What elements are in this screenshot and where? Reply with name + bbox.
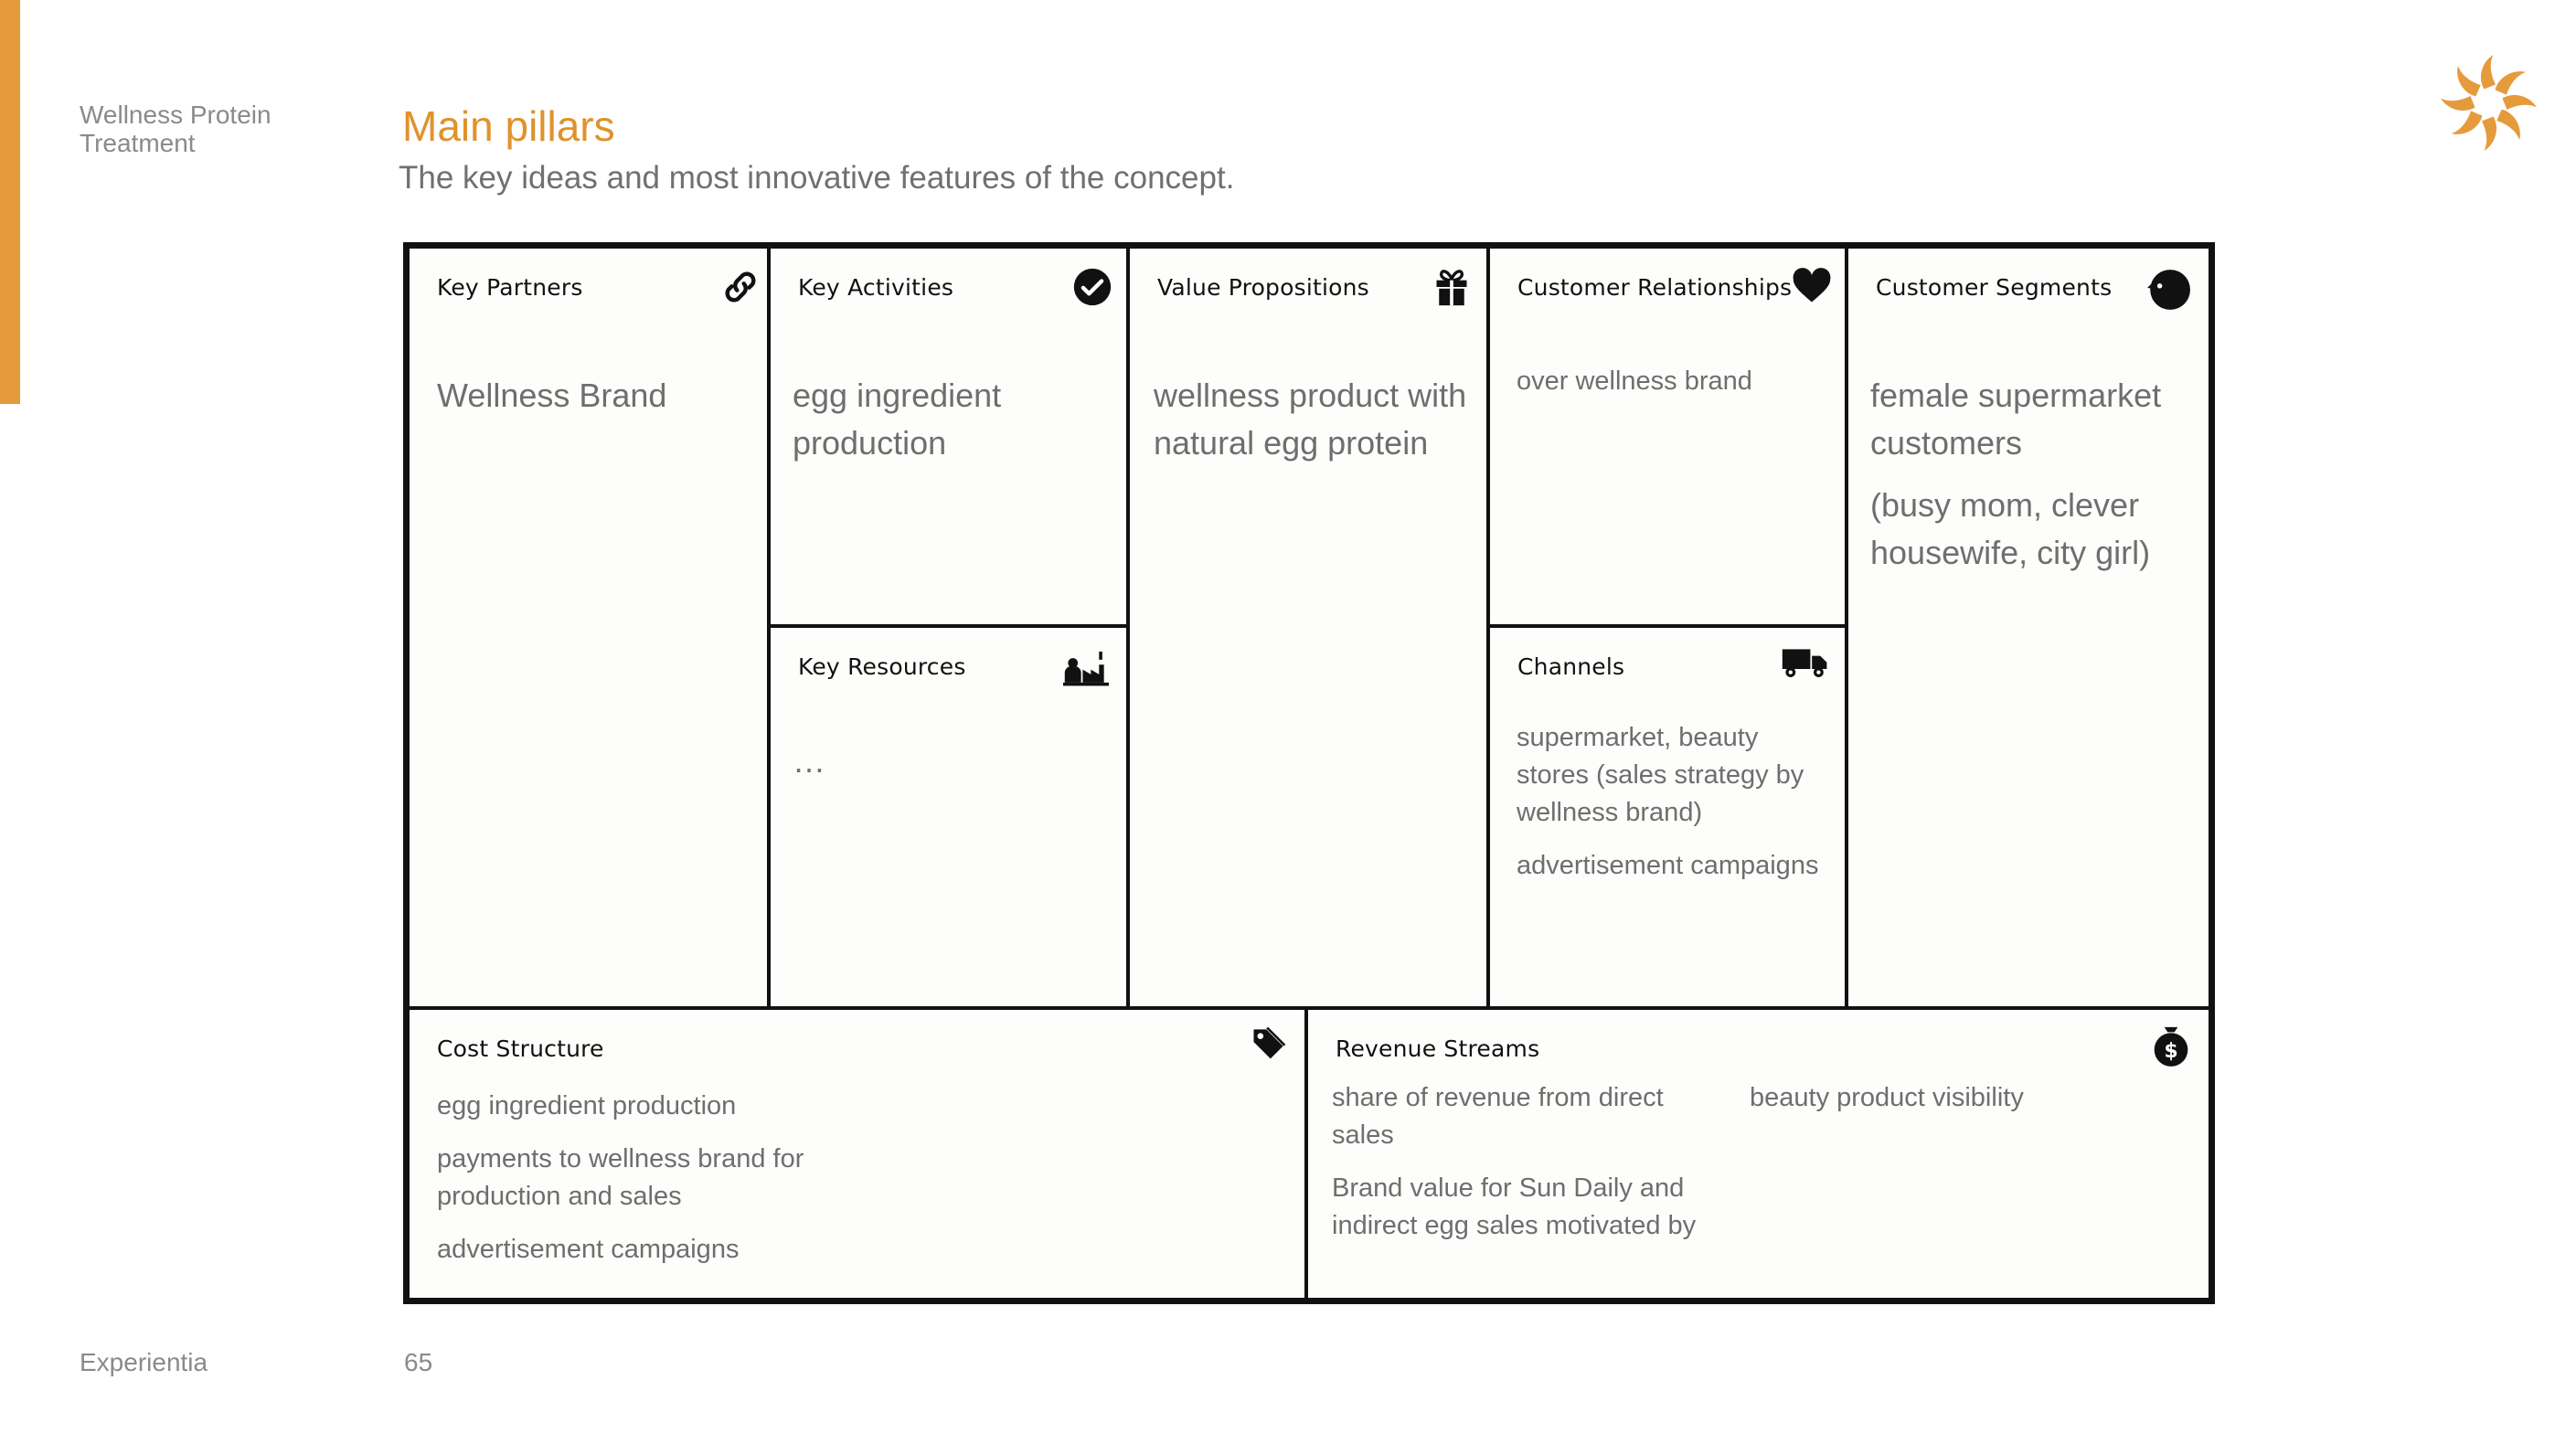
factory-worker-icon [1063,646,1109,686]
svg-text:$: $ [2164,1039,2178,1063]
channels-item: advertisement campaigns [1517,851,1819,880]
page-number: 65 [404,1348,433,1376]
link-icon [720,267,761,307]
value-propositions-title: Value Propositions [1157,274,1369,301]
page-title: Main pillars [402,102,615,150]
face-icon [2145,267,2191,313]
revenue-streams-title: Revenue Streams [1336,1035,1540,1062]
key-activities-title: Key Activities [798,274,954,301]
revenue-streams-item: Brand value for Sun Daily and indirect egg sales motivated by [1332,1173,1697,1240]
cost-structure-item: egg ingredient production [437,1091,737,1120]
cost-structure-title: Cost Structure [437,1035,604,1062]
channels-item: supermarket, beauty stores (sales strategy by wellness brand) [1517,723,1804,827]
heart-icon [1792,267,1832,307]
customer-segments-title: Customer Segments [1876,274,2113,301]
key-activities-item: egg ingredient production [793,377,1002,462]
checkmark-icon [1072,267,1112,307]
gift-icon [1432,267,1472,307]
value-propositions-item: wellness product with natural egg protein [1154,377,1467,462]
business-model-canvas [403,242,2215,1304]
key-resources-item: … [793,742,825,780]
customer-segments-item: (busy mom, clever housewife, city girl) [1870,486,2151,571]
customer-relationships-item: over wellness brand [1517,366,1752,396]
accent-bar [0,0,20,404]
page-subtitle: The key ideas and most innovative features of the concept. [399,160,1235,196]
key-resources-cell [771,628,1130,1006]
key-partners-item: Wellness Brand [437,377,667,414]
revenue-streams-item: beauty product visibility [1750,1083,2024,1112]
channels-title: Channels [1517,653,1625,680]
value-propositions-cell [1130,249,1490,1006]
key-partners-title: Key Partners [437,274,583,301]
channels-cell [1490,628,1848,1006]
revenue-streams-cell [1308,1006,2209,1298]
footer-brand: Experientia [80,1348,208,1376]
cost-structure-cell [410,1006,1308,1298]
price-tag-icon [1249,1023,1289,1063]
key-partners-cell [410,249,771,1006]
brand-logo-icon [2432,46,2546,160]
document-title: Wellness Protein Treatment [80,101,271,157]
money-bag-icon [2151,1023,2191,1068]
cost-structure-item: payments to wellness brand for production and sales [437,1144,804,1211]
customer-relationships-title: Customer Relationships [1517,274,1793,301]
truck-icon [1781,641,1830,681]
key-resources-title: Key Resources [798,653,966,680]
key-activities-cell [771,249,1130,628]
customer-segments-cell [1848,249,2209,1006]
customer-relationships-cell [1490,249,1848,628]
revenue-streams-item: share of revenue from direct sales [1332,1083,1664,1150]
cost-structure-item: advertisement campaigns [437,1235,740,1264]
customer-segments-item: female supermarket customers [1870,377,2162,462]
